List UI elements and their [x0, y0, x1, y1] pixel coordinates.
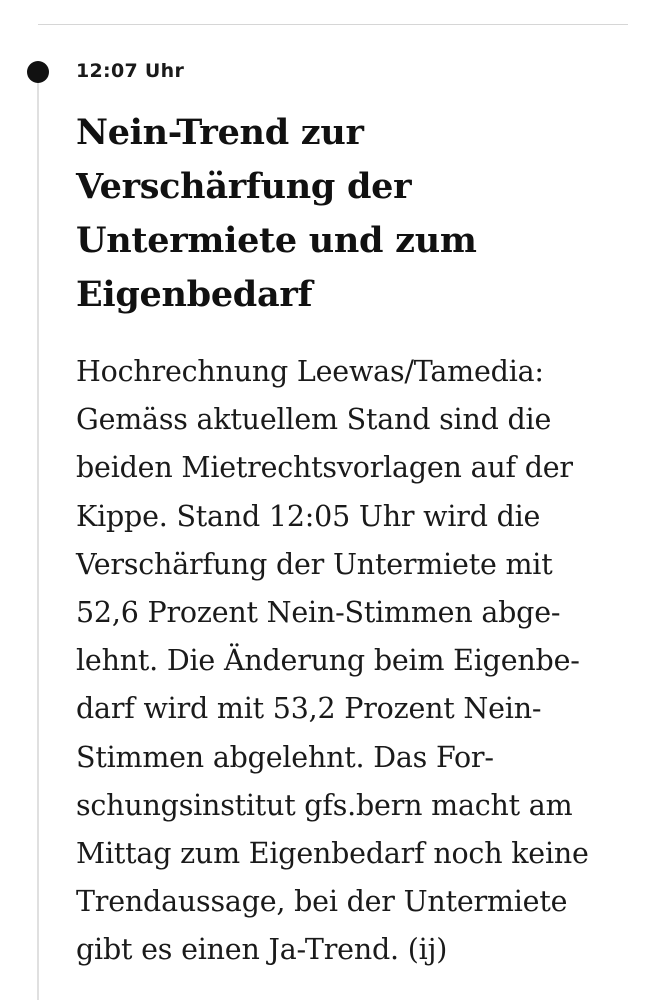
headline-line: Nein-Trend zur	[76, 112, 364, 153]
entry-timestamp: 12:07 Uhr	[76, 60, 185, 82]
headline-line: Verschärfung der	[76, 166, 412, 207]
body-line: Trendaussage, bei der Untermiete	[76, 885, 568, 919]
timeline-dot-icon	[27, 61, 49, 83]
body-line: gibt es einen Ja-Trend. (ij)	[76, 933, 448, 967]
headline-line: Eigenbedarf	[76, 274, 313, 315]
body-line: 52,6 Prozent Nein-Stimmen abge-	[76, 596, 561, 630]
body-line: lehnt. Die Änderung beim Eigenbe-	[76, 644, 580, 678]
body-line: Stimmen abgelehnt. Das For-	[76, 740, 494, 774]
top-divider	[38, 24, 628, 25]
entry-body	[76, 348, 636, 975]
body-line: beiden Mietrechtsvorlagen auf der	[76, 451, 573, 485]
body-line: darf wird mit 53,2 Prozent Nein-	[76, 692, 542, 726]
entry-headline	[76, 106, 616, 322]
body-line: Hochrechnung Leewas/Tamedia:	[76, 355, 544, 388]
body-line: Kippe. Stand 12:05 Uhr wird die	[76, 499, 541, 533]
body-line: Mittag zum Eigenbedarf noch keine	[76, 837, 589, 871]
body-line: Gemäss aktuellem Stand sind die	[76, 403, 552, 437]
body-line: schungsinstitut gfs.bern macht am	[76, 788, 573, 822]
body-line: Verschärfung der Untermiete mit	[76, 547, 553, 581]
headline-line: Untermiete und zum	[76, 220, 477, 261]
timeline-line	[37, 72, 39, 1000]
